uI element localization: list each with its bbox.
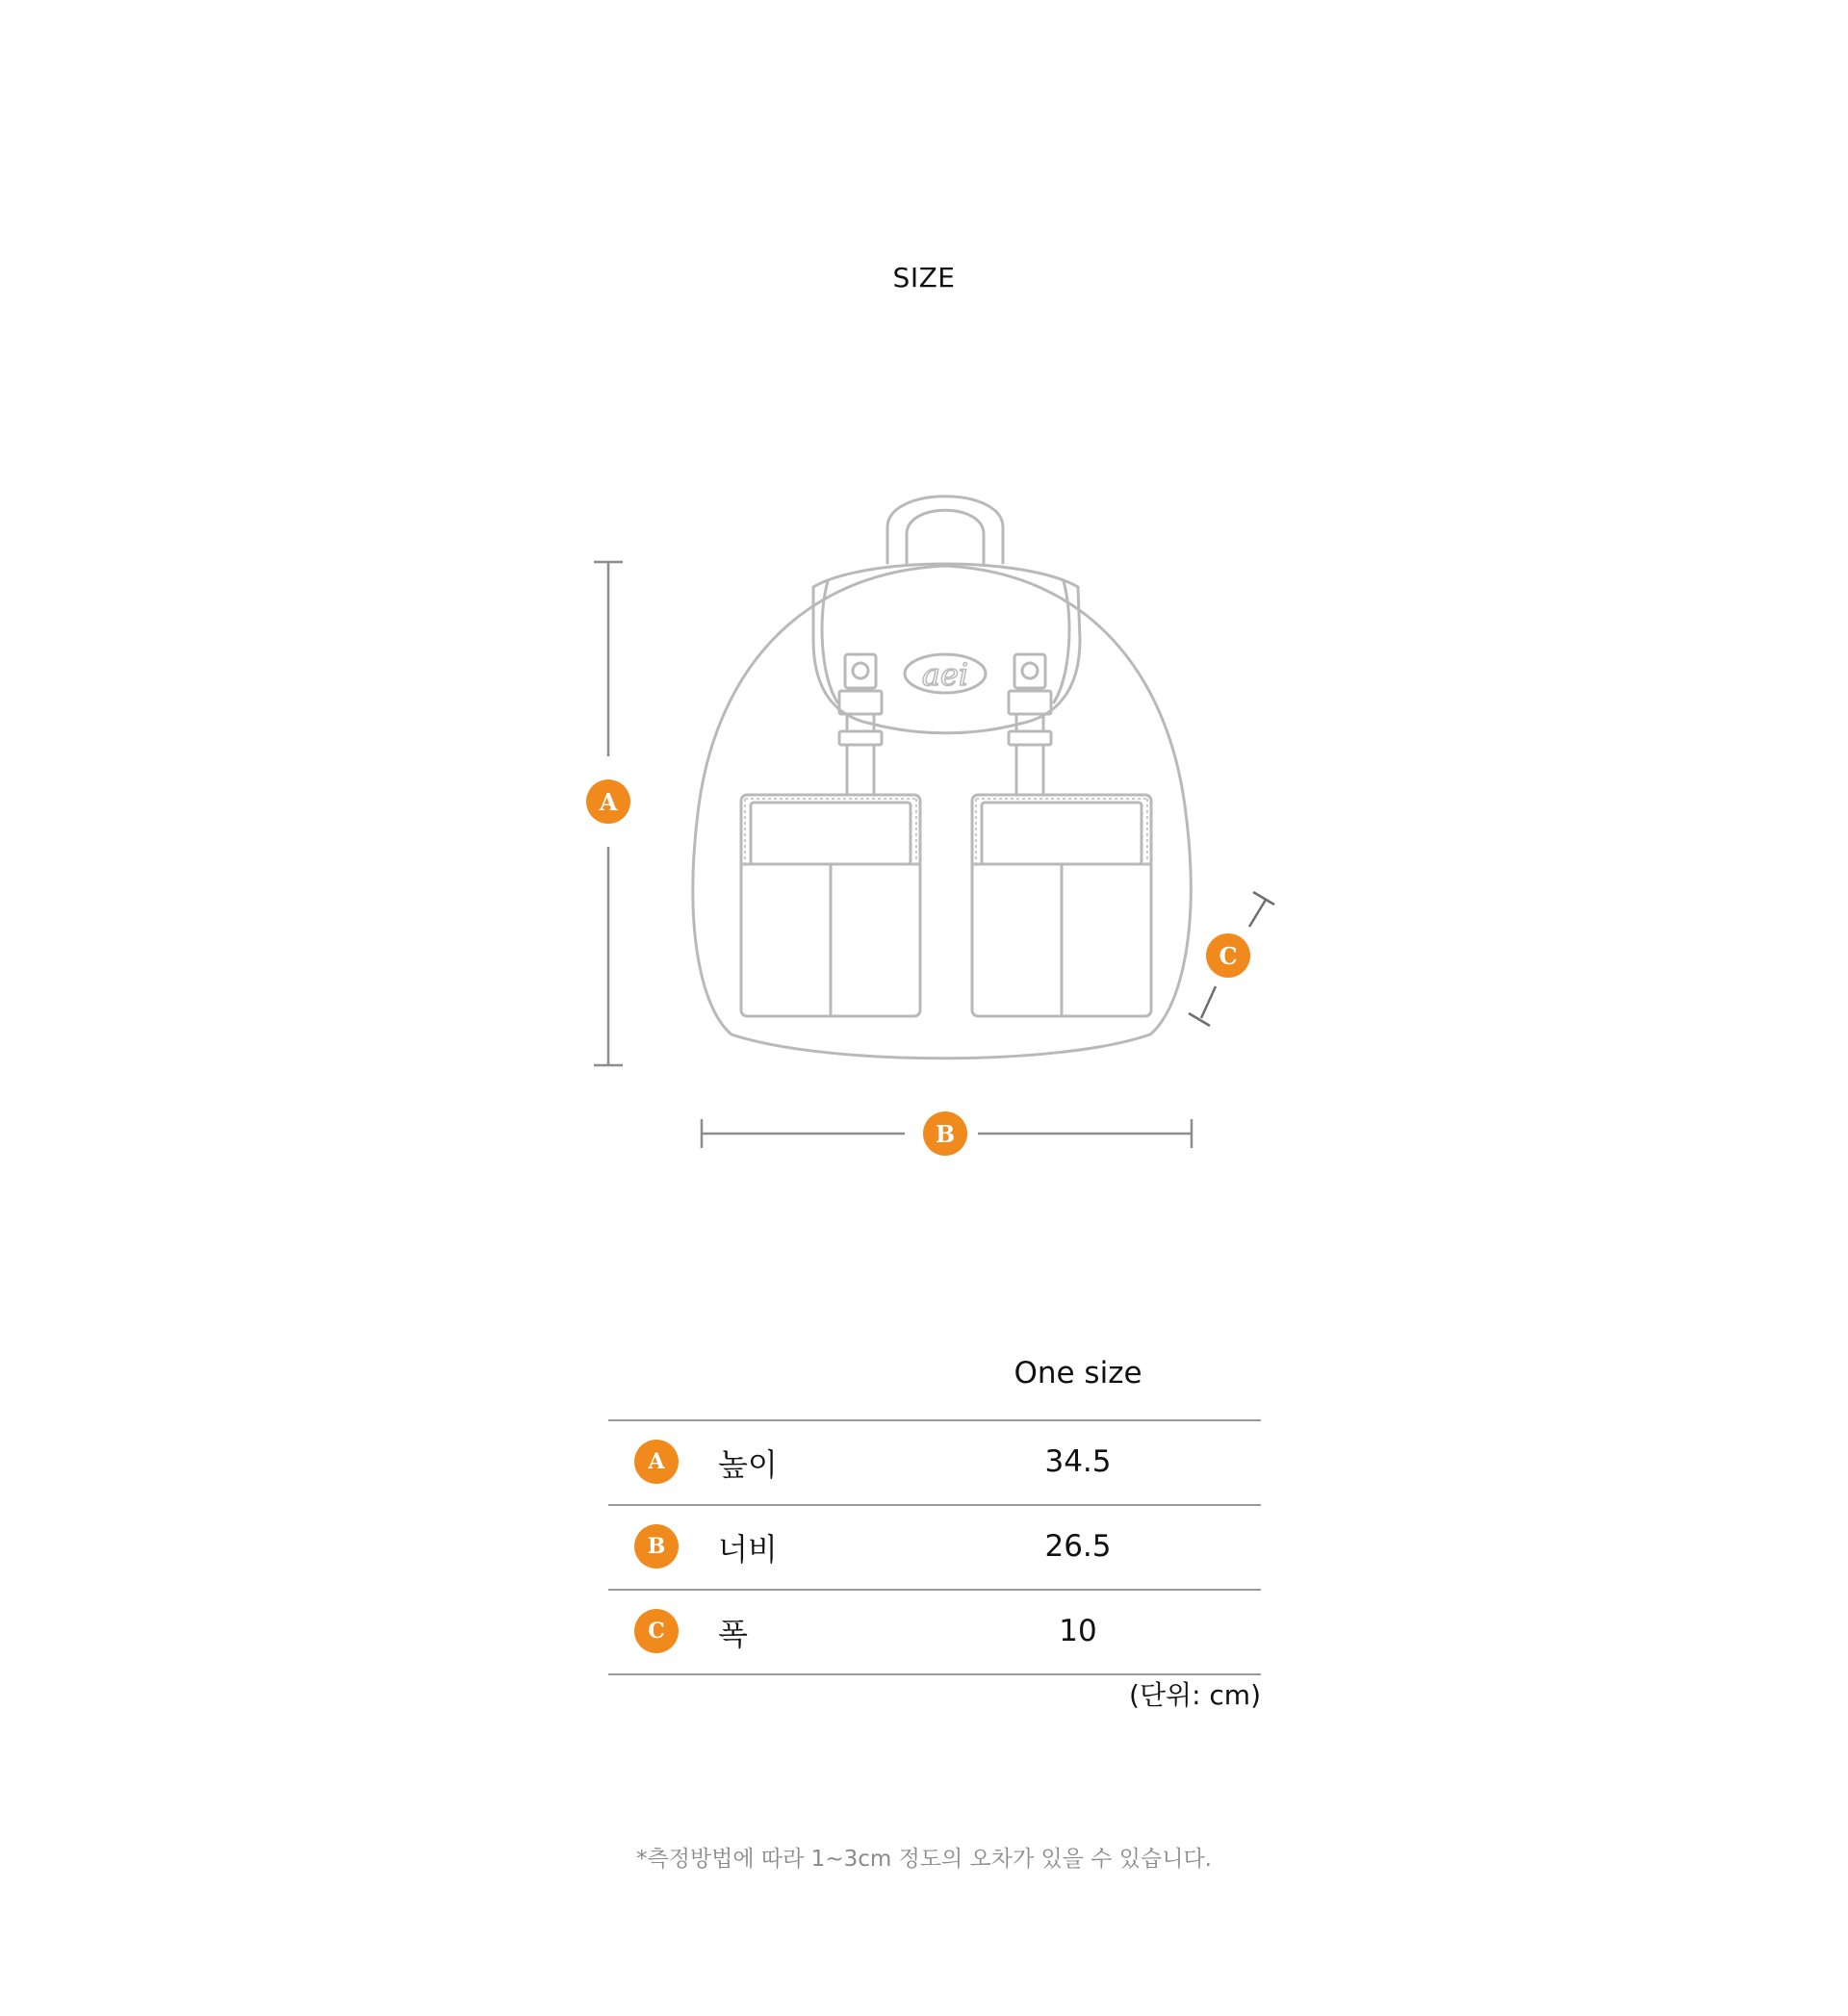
measurement-value: 34.5 xyxy=(1044,1444,1112,1479)
svg-text:C: C xyxy=(1219,942,1238,970)
unit-note: (단위: cm) xyxy=(1129,1679,1261,1711)
measurement-label: 너비 xyxy=(718,1531,778,1568)
size-column-header: One size xyxy=(1014,1356,1142,1391)
page-title: SIZE xyxy=(892,262,956,293)
brand-logo: aei xyxy=(921,656,969,693)
measurement-label: 높이 xyxy=(718,1446,778,1483)
svg-text:B: B xyxy=(935,1120,956,1148)
unit-note-wrapper xyxy=(608,0,1261,1732)
measurement-label: 폭 xyxy=(718,1616,748,1652)
row-marker-badge: B xyxy=(634,1524,679,1569)
measurement-value: 10 xyxy=(1059,1614,1097,1648)
svg-text:A: A xyxy=(599,788,618,816)
row-marker-badge: C xyxy=(634,1609,679,1653)
row-marker-badge: A xyxy=(634,1440,679,1484)
measurement-value: 26.5 xyxy=(1044,1529,1112,1564)
measurement-disclaimer: *측정방법에 따라 1~3cm 정도의 오차가 있을 수 있습니다. xyxy=(636,1847,1212,1872)
